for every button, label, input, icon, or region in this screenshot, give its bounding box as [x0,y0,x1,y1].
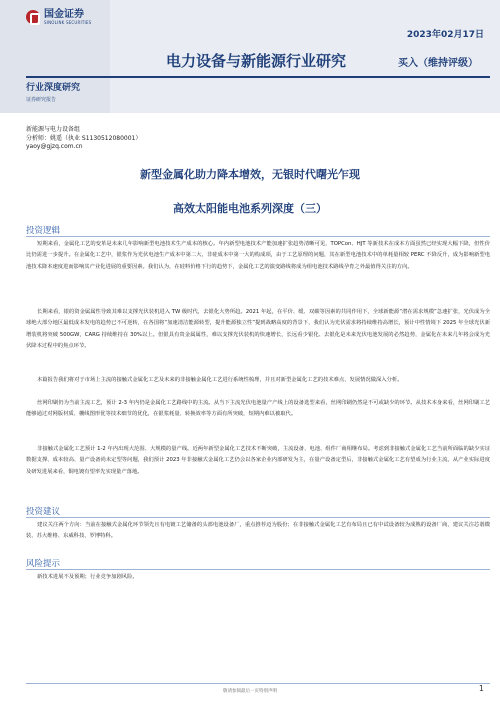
logo-mark-icon [26,10,40,24]
industry-title: 电力设备与新能源行业研究 [166,52,347,70]
report-subtype: 证券研究报告 [26,97,57,103]
report-date: 2023年02月17日 [406,30,484,40]
report-type: 行业深度研究 [26,83,81,93]
page-number: 1 [478,684,484,693]
paragraph: 新技术进展不及预期；行业竞争加剧风险。 [37,574,138,580]
analyst-email[interactable]: yaoy@gjzq.com.cn [26,143,83,150]
section-divider [26,517,490,518]
logo-chinese-name: 国金证券 [44,9,84,20]
header-divider [26,76,490,78]
analyst-info [26,126,141,152]
paragraph: 本篇报告我们将对于市场上主流的接触式金属化工艺及未来的非接触金属化工艺进行系统性梳理，并且对新型金属化工艺的技术难点、发展情况做深入分析。 [37,377,403,383]
footer-divider [26,683,490,684]
logo-english-name: SINOLINK SECURITIES [44,20,92,25]
analyst-name: 分析师：姚遥（执业 S1130512080001） [26,134,142,142]
paragraph: 丝网印刷仍为当前主流工艺，预计 2-3 年内仍是金属化工艺路线中的主流。从当下主流光伏电池量产产线上的设备选型来看，丝网印刷仍然是不可或缺少的环节。从技术本身来看，丝网印刷工艺能够通过对网版材质、栅线图形优等技术细节的优化，在银浆耗量、转换效率等方面有所突破，短期内难以被取代。 [26,400,490,418]
paragraph: 短期来看，金属化工艺的变革是未来几年影响新型电池技术生产成本的核心。年内新型电池技术产能加速扩张趋势清晰可见，TOPCon、HJT 等新技术在成本方面虽然已经实现大幅下降，但性价比仍需进一步提升。在金属化工艺中，银浆作为光伏电池生产成本中第二大、非硅成本中第一大的构成项，由于工艺原理的问题，其在新型电池技术中的单耗量相较 PERC 不降反升，成为影响新型电池技术降本速度进而影响其产业化进展的重要因素。我们认为，在硅料价格下行的趋势下，金属化工艺的演变路线将成为组电池技术路线孕育之外最值得关注的方向。 [26,241,490,270]
paragraph: 建议关注两个方向：当前在接触式金属化环节领先且有电镀工艺储备的头部电池设备厂，重点推荐迈为股份；在非接触式金属化工艺有布局且已有中试设备较为成熟的设备厂商，建议关注芯碁微装、苏大维格、东威科技、罗博特科。 [26,522,490,540]
report-subtitle: 高效太阳能电池系列深度（三） [173,202,327,215]
section-divider [26,569,490,570]
report-title: 新型金属化助力降本增效，无银时代曙光乍现 [140,168,360,181]
section-heading-logic: 投资逻辑 [26,226,61,236]
analyst-group: 新能源与电力设备组 [26,126,81,133]
paragraph: 非接触式金属化工艺预计 1-2 年内出现大范围、大规模的量产线。近两年新型金属化工艺技术不断突破，主流设备、电池、组件厂商相继布局。考虑到非接触式金属化工艺当前所面临的缺少实证数据支撑、成本较高、量产设备尚未定型等问题，我们预计 2023 年非接触式金属化工艺仍会以各家企业内部研发为主，在量产设备定型后，非接触式金属化工艺有望成为行业主流，从产业实际进度及研发进展来看，铜电镀有望率先实现量产落地。 [26,446,490,475]
footer-disclaimer: 敬请参阅最后一页特别声明 [223,689,277,694]
report-header [0,0,500,113]
rating-badge: 买入（维持评级） [398,58,478,69]
section-heading-risk: 风险提示 [26,559,61,569]
section-divider [26,236,490,237]
paragraph: 长期来看，银的资金属属性导致其难以支撑光伏装机进入 TW 级时代，去银化大势所趋。2021 年起，在平价、缓、双碳等因素的共同作用下，全球新能源“潜在需求规模”急速扩张，光伏成为全球绝大部分地区最低成本发电的趋势已不可逆转，在各国将“加速清洁能源转型，提升能源独立性”提到战略高度的背景下，我们认为光伏需求将持续维持高增长，预计中性情境下 2025 年全球光伏新增装机将突破 500GW，CARG 持续维持在 30%以上。但银具有贵金属属性，难以支撑光伏装机的快速增长，长远看少银化、去银化是未来光伏电池发展的必然趋势，金属化在未来几年将会成为光伏降本过程中的焦点环节。 [26,309,490,349]
company-logo [26,9,91,25]
section-heading-advice: 投资建议 [26,507,61,517]
